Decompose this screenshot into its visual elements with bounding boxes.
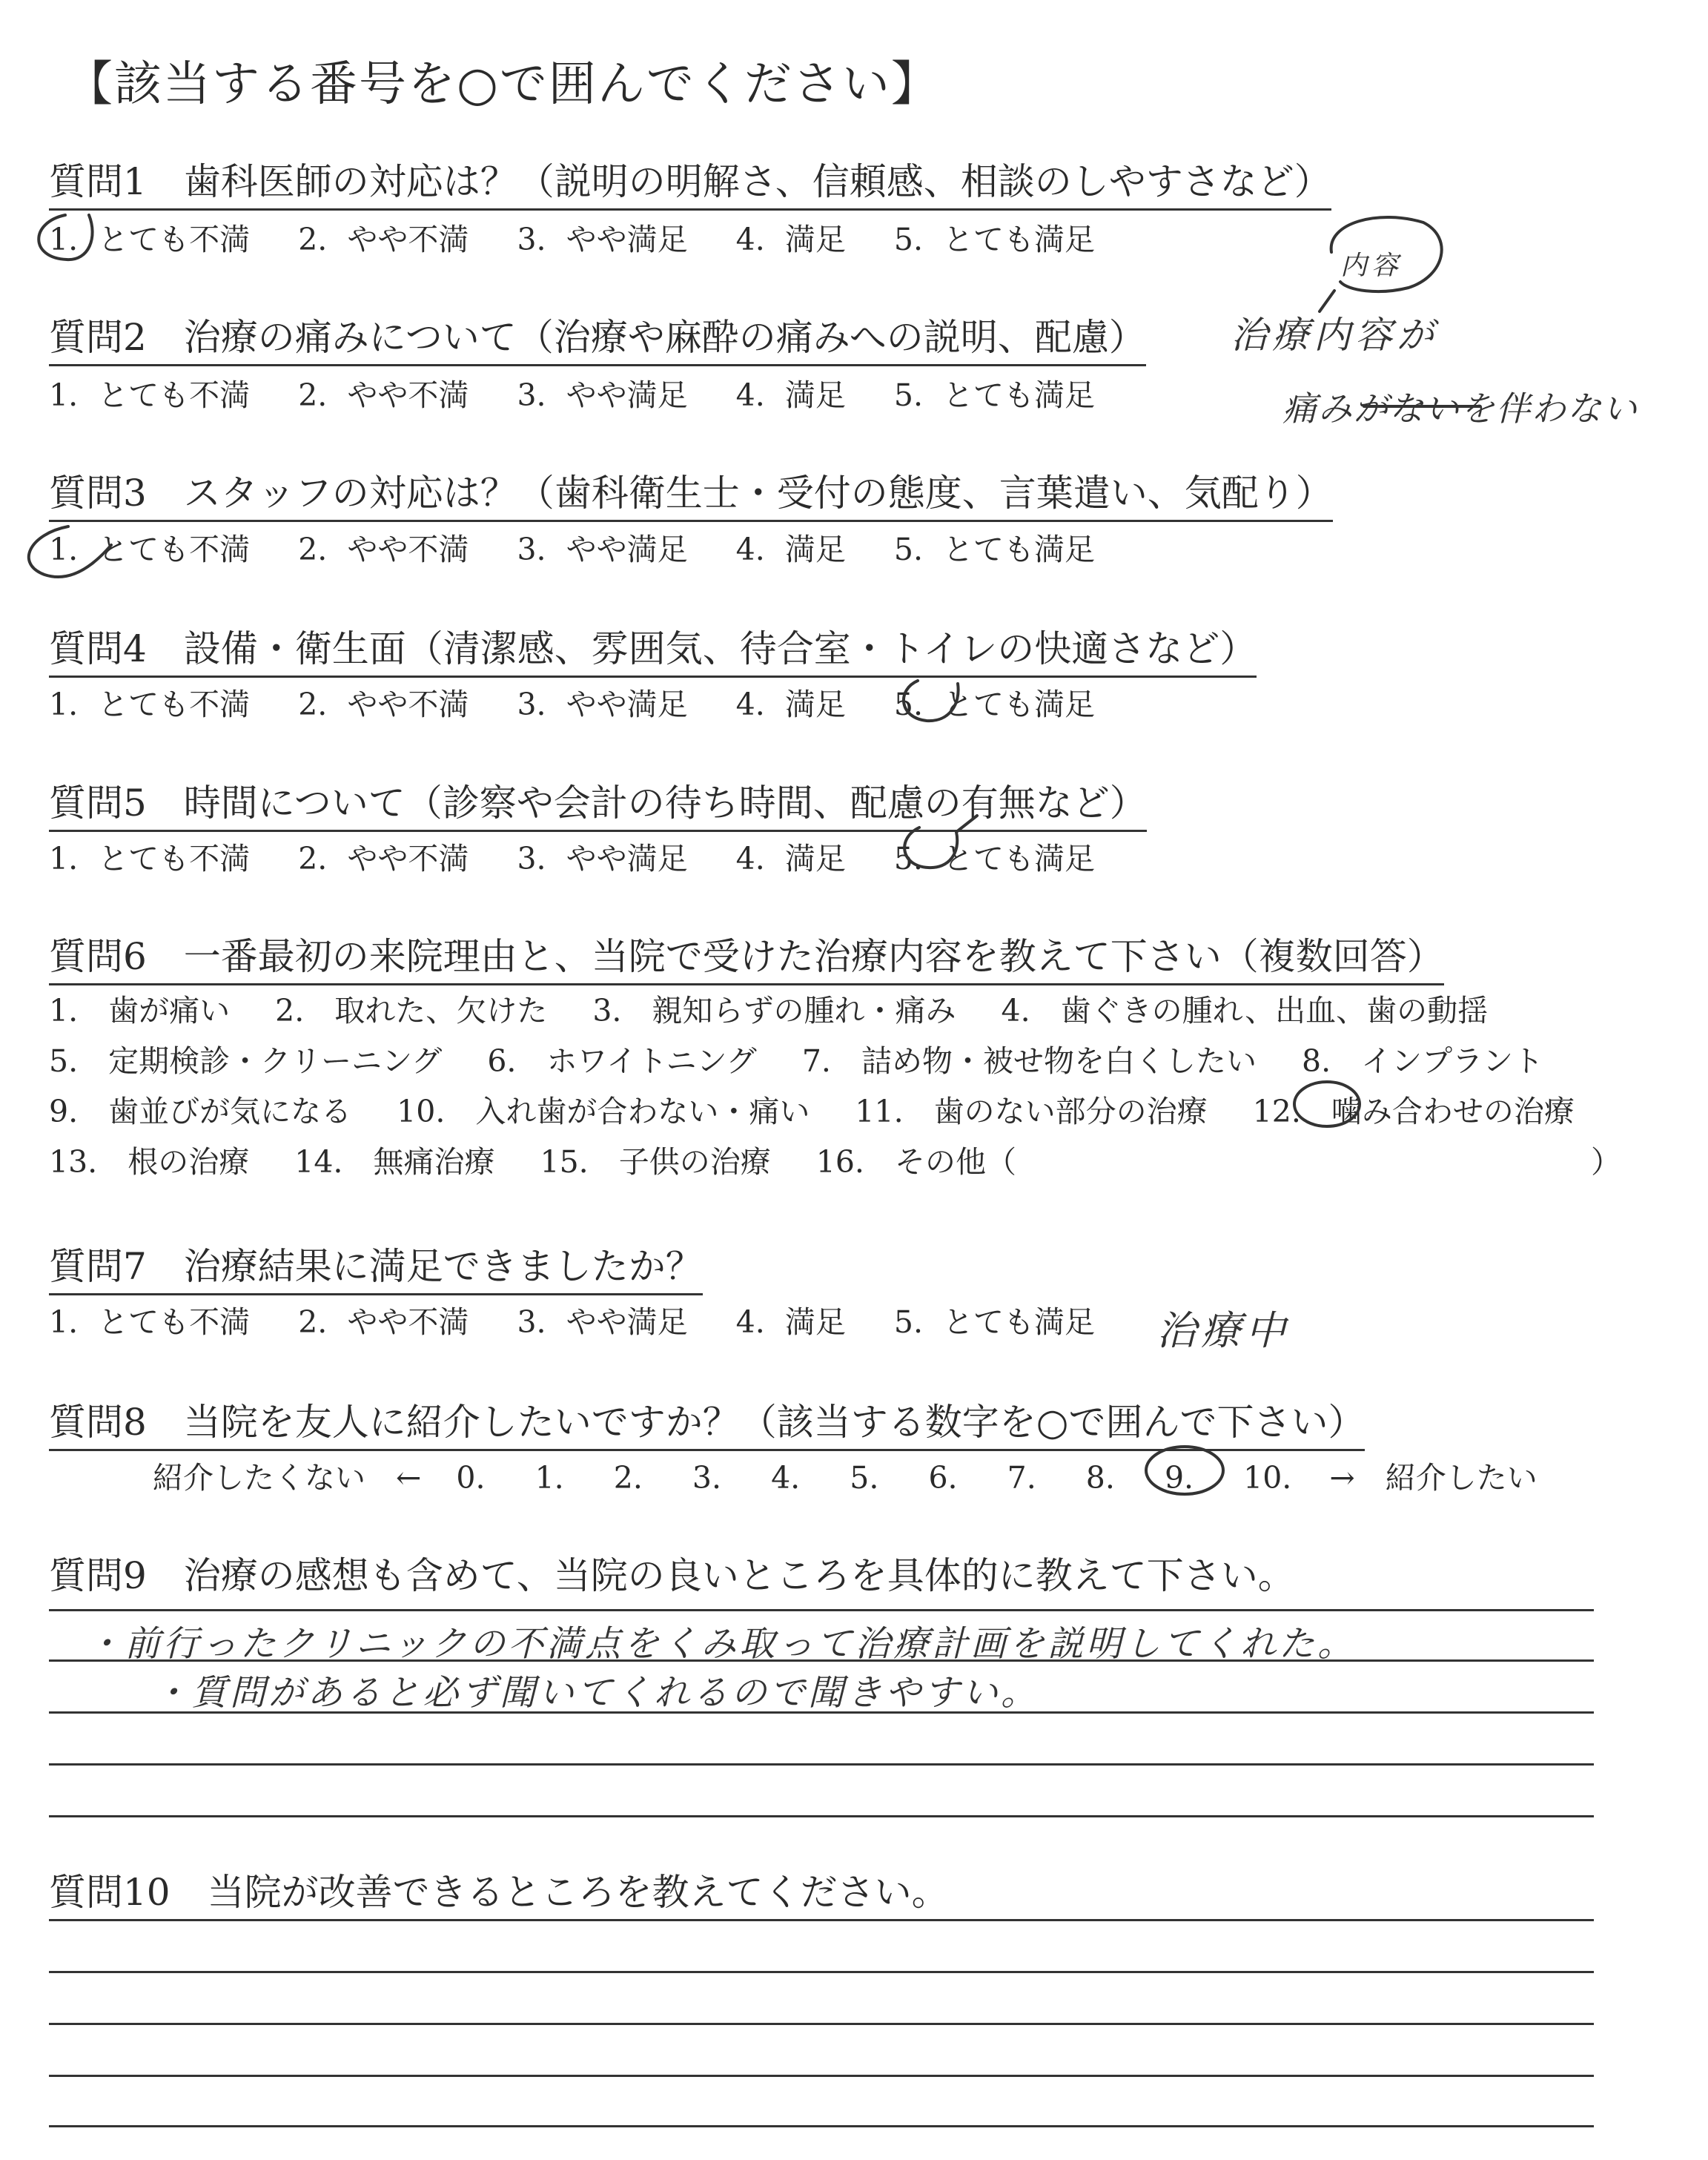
q2-option-5-number[interactable]: 5. [893, 377, 923, 413]
q3-option-3-number[interactable]: 3. [517, 532, 546, 567]
q2-option-4-label[interactable]: 満足 [784, 377, 846, 413]
q9-answer-line-5[interactable] [49, 1815, 1594, 1817]
q1-option-5-number[interactable]: 5. [893, 222, 923, 257]
q7-option-2-label[interactable]: やや不満 [347, 1304, 469, 1340]
q3-option-5-label[interactable]: とても満足 [943, 532, 1096, 567]
q6-option-2[interactable]: 2. 取れた、欠けた [275, 993, 548, 1028]
question-5-heading: 質問5 時間について（診察や会計の待ち時間、配慮の有無など） [49, 773, 1147, 832]
question-9-heading: 質問9 治療の感想も含めて、当院の良いところを具体的に教えて下さい。 [49, 1554, 1295, 1597]
q10-answer-line-3[interactable] [49, 2023, 1594, 2025]
q3-option-4-label[interactable]: 満足 [784, 532, 846, 567]
q8-scale-2[interactable]: 2. [613, 1460, 643, 1496]
q5-option-1-number[interactable]: 1. [49, 841, 79, 876]
q7-option-1-number[interactable]: 1. [49, 1304, 79, 1340]
question-8-scale [153, 1453, 1537, 1497]
q6-option-5[interactable]: 5. 定期検診・クリーニング [49, 1043, 443, 1079]
q8-scale-left-label: 紹介したくない ← [153, 1460, 422, 1496]
q2-option-2-label[interactable]: やや不満 [347, 377, 469, 413]
question-8-heading: 質問8 当院を友人に紹介したいですか？（該当する数字を○で囲んで下さい） [49, 1393, 1365, 1451]
q7-option-5-number[interactable]: 5. [893, 1304, 923, 1340]
q2-option-1-number[interactable]: 1. [49, 377, 79, 413]
q5-option-5-label[interactable]: とても満足 [943, 841, 1096, 876]
q2-option-3-number[interactable]: 3. [517, 377, 546, 413]
question-2-heading: 質問2 治療の痛みについて（治療や麻酔の痛みへの説明、配慮） [49, 308, 1146, 366]
q6-option-13[interactable]: 13. 根の治療 [49, 1144, 250, 1180]
q6-option-12[interactable]: 12. 噛み合わせの治療 [1252, 1094, 1575, 1129]
q4-option-5-number[interactable]: 5. [893, 687, 923, 722]
handwritten-q9-answer-line-2: ・質問があると必ず聞いてくれるので聞きやすい。 [153, 1672, 1040, 1714]
q6-option-14[interactable]: 14. 無痛治療 [294, 1144, 495, 1180]
q5-option-4-label[interactable]: 満足 [784, 841, 846, 876]
q5-option-5-number[interactable]: 5. [893, 841, 923, 876]
q8-scale-0[interactable]: 0. [456, 1460, 486, 1496]
question-7-heading: 質問7 治療結果に満足できましたか？ [49, 1237, 703, 1295]
q6-option-4[interactable]: 4. 歯ぐきの腫れ、出血、歯の動揺 [1001, 993, 1489, 1028]
question-7-options [49, 1298, 1095, 1341]
q4-option-4-number[interactable]: 4. [735, 687, 765, 722]
q1-option-1-number[interactable]: 1. [49, 222, 79, 257]
question-5-options [49, 834, 1095, 878]
q1-option-2-label[interactable]: やや不満 [347, 222, 469, 257]
q8-scale-8[interactable]: 8. [1085, 1460, 1115, 1496]
q5-option-4-number[interactable]: 4. [735, 841, 765, 876]
q6-option-3[interactable]: 3. 親知らずの腫れ・痛み [592, 993, 956, 1028]
q8-scale-3[interactable]: 3. [692, 1460, 722, 1496]
question-4-options [49, 680, 1095, 724]
q4-option-5-label[interactable]: とても満足 [943, 687, 1096, 722]
q2-option-1-label[interactable]: とても不満 [98, 377, 251, 413]
q3-option-2-label[interactable]: やや不満 [347, 532, 469, 567]
question-3-heading: 質問3 スタッフの対応は？（歯科衛生士・受付の態度、言葉遣い、気配り） [49, 463, 1333, 522]
q4-option-4-label[interactable]: 満足 [784, 687, 846, 722]
q8-scale-10[interactable]: 10. [1243, 1460, 1292, 1496]
q7-option-1-label[interactable]: とても不満 [98, 1304, 251, 1340]
q2-option-3-label[interactable]: やや満足 [566, 377, 688, 413]
q7-option-4-label[interactable]: 満足 [784, 1304, 846, 1340]
q8-scale-4[interactable]: 4. [771, 1460, 801, 1496]
page-title: 【該当する番号を○で囲んでください】 [65, 57, 940, 112]
handwritten-q7-note: 治療中 [1156, 1307, 1290, 1354]
question-10-heading: 質問10 当院が改善できるところを教えてください。 [49, 1871, 949, 1914]
question-6-heading: 質問6 一番最初の来院理由と、当院で受けた治療内容を教えて下さい（複数回答） [49, 927, 1444, 985]
q10-answer-line-1[interactable] [49, 1919, 1594, 1921]
handwritten-q2-insert: 内容 [1340, 251, 1403, 281]
q4-option-3-number[interactable]: 3. [517, 687, 546, 722]
q7-option-4-number[interactable]: 4. [735, 1304, 765, 1340]
q6-option-8[interactable]: 8. インプラント [1302, 1043, 1544, 1079]
q1-option-5-label[interactable]: とても満足 [943, 222, 1096, 257]
q6-option-1[interactable]: 1. 歯が痛い [49, 993, 231, 1028]
handwritten-q2-note-top: 治療内容が [1231, 314, 1438, 357]
q3-option-4-number[interactable]: 4. [735, 532, 765, 567]
question-2-options [49, 371, 1095, 415]
q5-option-3-label[interactable]: やや満足 [566, 841, 688, 876]
q6-option-9[interactable]: 9. 歯並びが気になる [49, 1094, 352, 1129]
question-6-row-2 [49, 1037, 1543, 1080]
q10-answer-line-2[interactable] [49, 1971, 1594, 1973]
q5-option-2-label[interactable]: やや不満 [347, 841, 469, 876]
question-1-heading: 質問1 歯科医師の対応は？（説明の明解さ、信頼感、相談のしやすさなど） [49, 152, 1331, 211]
q6-option-7[interactable]: 7. 詰め物・被せ物を白くしたい [801, 1043, 1257, 1079]
q8-scale-5[interactable]: 5. [850, 1460, 879, 1496]
q4-option-2-label[interactable]: やや不満 [347, 687, 469, 722]
q4-option-1-label[interactable]: とても不満 [98, 687, 251, 722]
q1-option-4-number[interactable]: 4. [735, 222, 765, 257]
q8-scale-right-label: → 紹介したい [1329, 1460, 1537, 1496]
question-3-options [49, 525, 1095, 569]
q6-option-6[interactable]: 6. ホワイトニング [487, 1043, 757, 1079]
q3-option-1-label[interactable]: とても不満 [98, 532, 251, 567]
q10-answer-line-4[interactable] [49, 2075, 1594, 2077]
question-6-row-1 [49, 986, 1488, 1030]
q1-option-4-label[interactable]: 満足 [784, 222, 846, 257]
q6-other-close-paren: ） [1591, 1144, 1621, 1180]
q2-option-4-number[interactable]: 4. [735, 377, 765, 413]
q7-option-5-label[interactable]: とても満足 [943, 1304, 1096, 1340]
q6-option-10[interactable]: 10. 入れ歯が合わない・痛い [397, 1094, 810, 1129]
q3-option-5-number[interactable]: 5. [893, 532, 923, 567]
q4-option-1-number[interactable]: 1. [49, 687, 79, 722]
question-6-row-3 [49, 1087, 1575, 1131]
q1-option-3-number[interactable]: 3. [517, 222, 546, 257]
handwritten-q2-note-bottom: 痛みがないを伴わない [1282, 389, 1638, 429]
q9-answer-line-4[interactable] [49, 1763, 1594, 1766]
q2-option-5-label[interactable]: とても満足 [943, 377, 1096, 413]
q4-option-2-number[interactable]: 2. [298, 687, 328, 722]
q6-option-16[interactable]: 16. その他（ [815, 1144, 1016, 1180]
handwritten-q9-answer-line-1: ・前行ったクリニックの不満点をくみ取って治療計画を説明してくれた。 [86, 1623, 1357, 1665]
q3-option-3-label[interactable]: やや満足 [566, 532, 688, 567]
q3-option-2-number[interactable]: 2. [298, 532, 328, 567]
q7-option-2-number[interactable]: 2. [298, 1304, 328, 1340]
q6-option-15[interactable]: 15. 子供の治療 [540, 1144, 771, 1180]
q7-option-3-label[interactable]: やや満足 [566, 1304, 688, 1340]
q9-answer-line-1[interactable] [49, 1609, 1594, 1611]
q4-option-3-label[interactable]: やや満足 [566, 687, 688, 722]
q8-scale-7[interactable]: 7. [1007, 1460, 1036, 1496]
q3-option-1-number[interactable]: 1. [49, 532, 79, 567]
q5-option-1-label[interactable]: とても不満 [98, 841, 251, 876]
question-6-row-4 [49, 1137, 1016, 1181]
q7-option-3-number[interactable]: 3. [517, 1304, 546, 1340]
q1-option-2-number[interactable]: 2. [298, 222, 328, 257]
q1-option-1-label[interactable]: とても不満 [98, 222, 251, 257]
q8-scale-6[interactable]: 6. [928, 1460, 958, 1496]
q5-option-3-number[interactable]: 3. [517, 841, 546, 876]
q1-option-3-label[interactable]: やや満足 [566, 222, 688, 257]
q6-option-11[interactable]: 11. 歯のない部分の治療 [855, 1094, 1208, 1129]
q10-answer-line-5[interactable] [49, 2125, 1594, 2127]
question-4-heading: 質問4 設備・衛生面（清潔感、雰囲気、待合室・トイレの快適さなど） [49, 619, 1257, 678]
q5-option-2-number[interactable]: 2. [298, 841, 328, 876]
q8-scale-1[interactable]: 1. [534, 1460, 564, 1496]
q2-option-2-number[interactable]: 2. [298, 377, 328, 413]
question-1-options [49, 215, 1095, 259]
q8-scale-9[interactable]: 9. [1164, 1460, 1194, 1496]
